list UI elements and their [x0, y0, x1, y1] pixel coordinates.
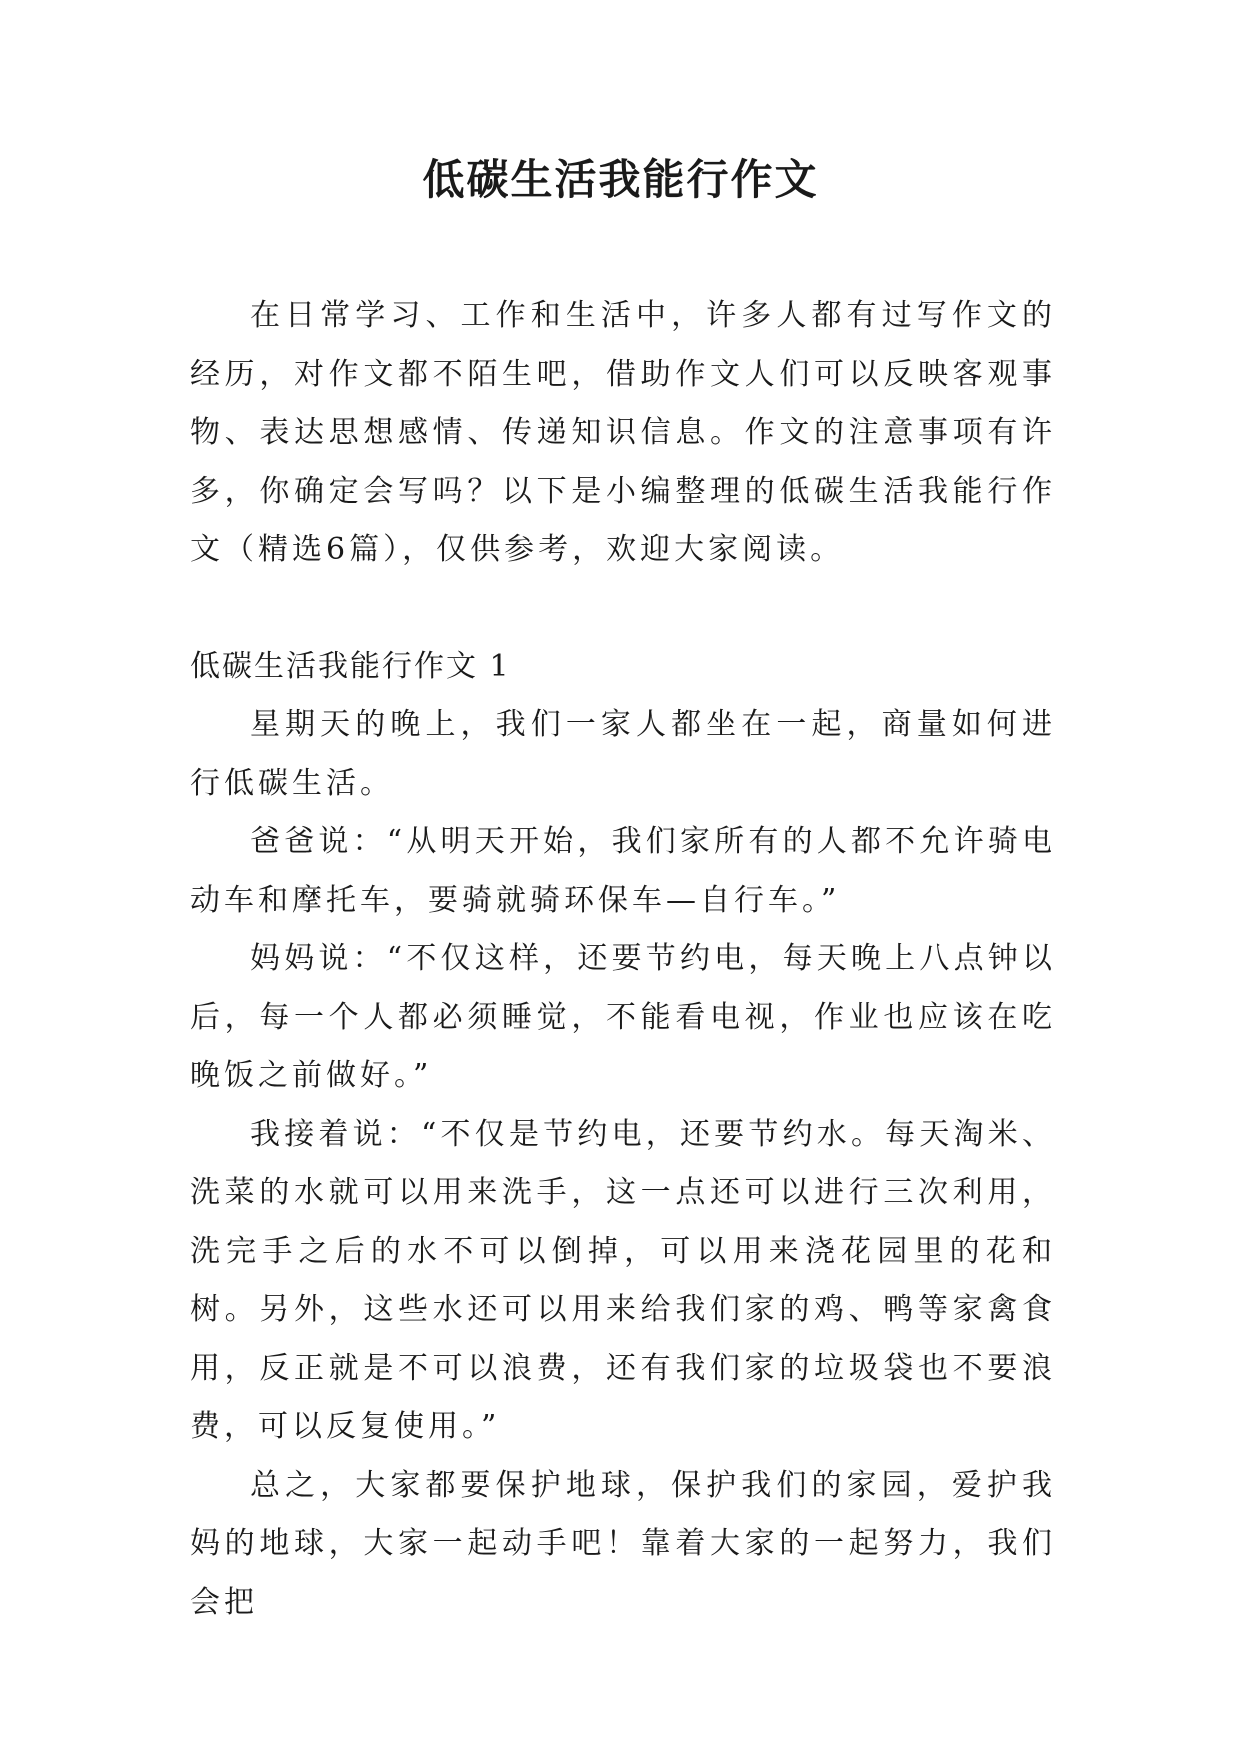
body-paragraph: 爸爸说：“从明天开始，我们家所有的人都不允许骑电动车和摩托车，要骑就骑环保车—自行车。”: [190, 824, 1056, 918]
body-paragraph: 星期天的晚上，我们一家人都坐在一起，商量如何进行低碳生活。: [190, 707, 1056, 801]
section-heading: 低碳生活我能行作文 1: [190, 648, 511, 684]
document-body: [190, 287, 1056, 1632]
body-paragraph: 我接着说：“不仅是节约电，还要节约水。每天淘米、洗菜的水就可以用来洗手，这一点还可以进行三次利用，洗完手之后的水不可以倒掉，可以用来浇花园里的花和树。另外，这些水还可以用来给我们家的鸡、鸭等家禽食用，反正就是不可以浪费，还有我们家的垃圾袋也不要浪费，可以反复使用。”: [190, 1116, 1056, 1444]
body-paragraph: 总之，大家都要保护地球，保护我们的家园，爱护我妈的地球，大家一起动手吧！靠着大家的一起努力，我们会把: [190, 1467, 1056, 1620]
document-title: 低碳生活我能行作文: [422, 155, 819, 204]
intro-paragraph: 在日常学习、工作和生活中，许多人都有过写作文的经历，对作文都不陌生吧，借助作文人们可以反映客观事物、表达思想感情、传递知识信息。作文的注意事项有许多，你确定会写吗？以下是小编整理的低碳生活我能行作文（精选6篇），仅供参考，欢迎大家阅读。: [190, 298, 1056, 567]
body-paragraph: 妈妈说：“不仅这样，还要节约电，每天晚上八点钟以后，每一个人都必须睡觉，不能看电视，作业也应该在吃晚饭之前做好。”: [190, 941, 1056, 1093]
